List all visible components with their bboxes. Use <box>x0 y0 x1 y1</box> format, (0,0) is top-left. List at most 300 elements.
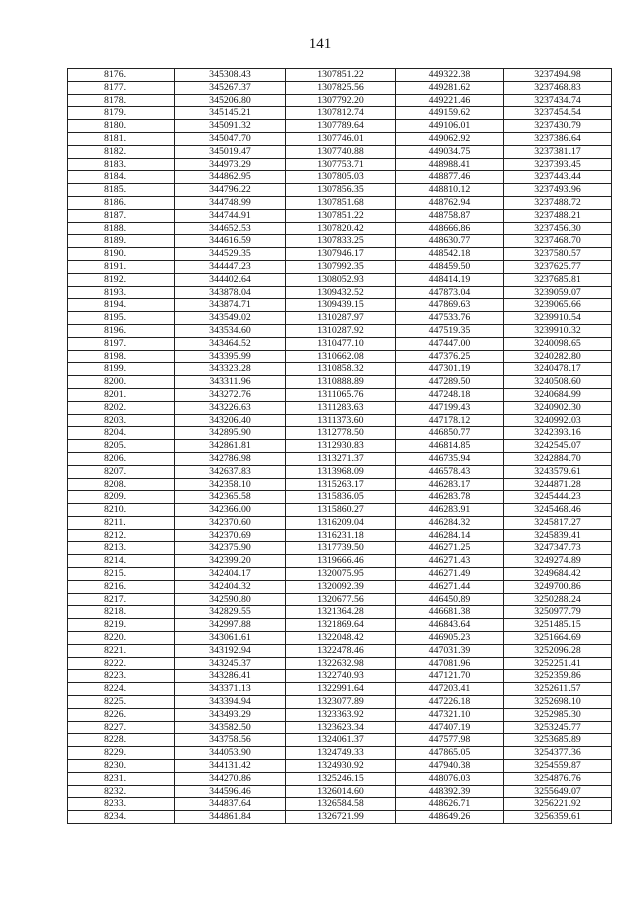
table-row <box>68 504 612 517</box>
y2-cell: 3245468.46 <box>504 504 612 517</box>
table-row <box>68 312 612 325</box>
x2-cell: 447519.35 <box>396 324 504 337</box>
x2-cell: 448810.12 <box>396 184 504 197</box>
x2-cell: 446578.43 <box>396 465 504 478</box>
point-number-cell: 8213. <box>68 542 175 555</box>
x1-cell: 343878.04 <box>175 286 286 299</box>
x1-cell: 344616.59 <box>175 235 286 248</box>
x1-cell: 342829.55 <box>175 606 286 619</box>
x1-cell: 344402.64 <box>175 273 286 286</box>
table-row <box>68 222 612 235</box>
x1-cell: 343758.56 <box>175 734 286 747</box>
point-number-cell: 8233. <box>68 798 175 811</box>
point-number-cell: 8226. <box>68 708 175 721</box>
table-row <box>68 324 612 337</box>
y2-cell: 3237580.57 <box>504 248 612 261</box>
x2-cell: 447447.00 <box>396 337 504 350</box>
x1-cell: 344837.64 <box>175 798 286 811</box>
point-number-cell: 8208. <box>68 478 175 491</box>
y1-cell: 1310888.89 <box>286 376 396 389</box>
point-number-cell: 8232. <box>68 785 175 798</box>
x1-cell: 343061.61 <box>175 632 286 645</box>
table-row <box>68 209 612 222</box>
y1-cell: 1322478.46 <box>286 644 396 657</box>
y2-cell: 3237685.81 <box>504 273 612 286</box>
x2-cell: 446283.78 <box>396 491 504 504</box>
y2-cell: 3249684.42 <box>504 568 612 581</box>
table-row <box>68 760 612 773</box>
x1-cell: 342366.00 <box>175 504 286 517</box>
point-number-cell: 8229. <box>68 747 175 760</box>
table-row <box>68 427 612 440</box>
x1-cell: 343394.94 <box>175 696 286 709</box>
x1-cell: 344053.90 <box>175 747 286 760</box>
y1-cell: 1326584.58 <box>286 798 396 811</box>
y1-cell: 1307851.22 <box>286 209 396 222</box>
y1-cell: 1324061.37 <box>286 734 396 747</box>
x2-cell: 448076.03 <box>396 772 504 785</box>
y2-cell: 3240508.60 <box>504 376 612 389</box>
y1-cell: 1308052.93 <box>286 273 396 286</box>
y2-cell: 3252698.10 <box>504 696 612 709</box>
y1-cell: 1307805.03 <box>286 171 396 184</box>
x1-cell: 342637.83 <box>175 465 286 478</box>
x2-cell: 446284.32 <box>396 516 504 529</box>
table-row <box>68 273 612 286</box>
table-row <box>68 683 612 696</box>
table-row <box>68 363 612 376</box>
y2-cell: 3240282.80 <box>504 350 612 363</box>
y2-cell: 3237468.83 <box>504 81 612 94</box>
table-row <box>68 248 612 261</box>
y2-cell: 3237494.98 <box>504 69 612 82</box>
point-number-cell: 8182. <box>68 145 175 158</box>
x2-cell: 449159.62 <box>396 107 504 120</box>
x1-cell: 344596.46 <box>175 785 286 798</box>
x2-cell: 448626.71 <box>396 798 504 811</box>
y1-cell: 1307825.56 <box>286 81 396 94</box>
x2-cell: 447226.18 <box>396 696 504 709</box>
point-number-cell: 8193. <box>68 286 175 299</box>
point-number-cell: 8184. <box>68 171 175 184</box>
point-number-cell: 8194. <box>68 299 175 312</box>
y2-cell: 3242545.07 <box>504 440 612 453</box>
point-number-cell: 8221. <box>68 644 175 657</box>
y2-cell: 3249274.89 <box>504 555 612 568</box>
y2-cell: 3252985.30 <box>504 708 612 721</box>
y1-cell: 1307746.01 <box>286 132 396 145</box>
point-number-cell: 8191. <box>68 260 175 273</box>
y2-cell: 3245444.23 <box>504 491 612 504</box>
point-number-cell: 8188. <box>68 222 175 235</box>
y2-cell: 3237393.45 <box>504 158 612 171</box>
point-number-cell: 8220. <box>68 632 175 645</box>
y2-cell: 3237430.79 <box>504 120 612 133</box>
x2-cell: 447577.98 <box>396 734 504 747</box>
y2-cell: 3252096.28 <box>504 644 612 657</box>
y1-cell: 1315263.17 <box>286 478 396 491</box>
y2-cell: 3242884.70 <box>504 452 612 465</box>
x2-cell: 449322.38 <box>396 69 504 82</box>
x1-cell: 342370.69 <box>175 529 286 542</box>
y2-cell: 3256359.61 <box>504 811 612 824</box>
y1-cell: 1323077.89 <box>286 696 396 709</box>
y2-cell: 3244871.28 <box>504 478 612 491</box>
x2-cell: 447407.19 <box>396 721 504 734</box>
y2-cell: 3237434.74 <box>504 94 612 107</box>
x1-cell: 345308.43 <box>175 69 286 82</box>
x2-cell: 448649.26 <box>396 811 504 824</box>
y2-cell: 3252251.41 <box>504 657 612 670</box>
x1-cell: 342399.20 <box>175 555 286 568</box>
x1-cell: 343226.63 <box>175 401 286 414</box>
y2-cell: 3239065.66 <box>504 299 612 312</box>
x1-cell: 343874.71 <box>175 299 286 312</box>
point-number-cell: 8207. <box>68 465 175 478</box>
y1-cell: 1310662.08 <box>286 350 396 363</box>
point-number-cell: 8209. <box>68 491 175 504</box>
table-row <box>68 785 612 798</box>
y2-cell: 3252611.57 <box>504 683 612 696</box>
y1-cell: 1320075.95 <box>286 568 396 581</box>
table-row <box>68 516 612 529</box>
point-number-cell: 8179. <box>68 107 175 120</box>
y1-cell: 1312778.50 <box>286 427 396 440</box>
table-row <box>68 644 612 657</box>
coordinates-table-body <box>68 69 612 824</box>
y1-cell: 1311373.60 <box>286 414 396 427</box>
table-row <box>68 440 612 453</box>
y2-cell: 3254876.76 <box>504 772 612 785</box>
y1-cell: 1307740.88 <box>286 145 396 158</box>
x1-cell: 343286.41 <box>175 670 286 683</box>
x1-cell: 345019.47 <box>175 145 286 158</box>
point-number-cell: 8210. <box>68 504 175 517</box>
table-row <box>68 555 612 568</box>
y2-cell: 3252359.86 <box>504 670 612 683</box>
x1-cell: 344748.99 <box>175 196 286 209</box>
y1-cell: 1307992.35 <box>286 260 396 273</box>
table-row <box>68 350 612 363</box>
table-row <box>68 132 612 145</box>
x2-cell: 446681.38 <box>396 606 504 619</box>
x1-cell: 343192.94 <box>175 644 286 657</box>
point-number-cell: 8178. <box>68 94 175 107</box>
table-row <box>68 632 612 645</box>
x2-cell: 447301.19 <box>396 363 504 376</box>
x2-cell: 447289.50 <box>396 376 504 389</box>
x1-cell: 344652.53 <box>175 222 286 235</box>
table-row <box>68 235 612 248</box>
y1-cell: 1325246.15 <box>286 772 396 785</box>
x1-cell: 343493.29 <box>175 708 286 721</box>
x1-cell: 344270.86 <box>175 772 286 785</box>
x1-cell: 343311.96 <box>175 376 286 389</box>
y2-cell: 3251664.69 <box>504 632 612 645</box>
point-number-cell: 8177. <box>68 81 175 94</box>
x1-cell: 345047.70 <box>175 132 286 145</box>
y1-cell: 1310287.97 <box>286 312 396 325</box>
table-row <box>68 593 612 606</box>
x1-cell: 345206.80 <box>175 94 286 107</box>
x2-cell: 447869.63 <box>396 299 504 312</box>
y1-cell: 1310858.32 <box>286 363 396 376</box>
y2-cell: 3255649.07 <box>504 785 612 798</box>
y2-cell: 3239059.07 <box>504 286 612 299</box>
table-row <box>68 670 612 683</box>
y1-cell: 1321364.28 <box>286 606 396 619</box>
y2-cell: 3237454.54 <box>504 107 612 120</box>
table-row <box>68 529 612 542</box>
point-number-cell: 8176. <box>68 69 175 82</box>
point-number-cell: 8199. <box>68 363 175 376</box>
x2-cell: 447940.38 <box>396 760 504 773</box>
x2-cell: 448762.94 <box>396 196 504 209</box>
y1-cell: 1307820.42 <box>286 222 396 235</box>
y1-cell: 1317739.50 <box>286 542 396 555</box>
y2-cell: 3240902.30 <box>504 401 612 414</box>
x1-cell: 344447.23 <box>175 260 286 273</box>
x1-cell: 344861.84 <box>175 811 286 824</box>
point-number-cell: 8215. <box>68 568 175 581</box>
y1-cell: 1313968.09 <box>286 465 396 478</box>
table-row <box>68 772 612 785</box>
table-row <box>68 388 612 401</box>
x1-cell: 344796.22 <box>175 184 286 197</box>
y1-cell: 1321869.64 <box>286 619 396 632</box>
point-number-cell: 8189. <box>68 235 175 248</box>
x1-cell: 344862.95 <box>175 171 286 184</box>
x2-cell: 446814.85 <box>396 440 504 453</box>
point-number-cell: 8181. <box>68 132 175 145</box>
y1-cell: 1307946.17 <box>286 248 396 261</box>
y1-cell: 1307851.22 <box>286 69 396 82</box>
point-number-cell: 8214. <box>68 555 175 568</box>
y2-cell: 3253685.89 <box>504 734 612 747</box>
table-row <box>68 491 612 504</box>
y2-cell: 3245839.41 <box>504 529 612 542</box>
x2-cell: 448459.50 <box>396 260 504 273</box>
y1-cell: 1324930.92 <box>286 760 396 773</box>
x1-cell: 343371.13 <box>175 683 286 696</box>
point-number-cell: 8195. <box>68 312 175 325</box>
x2-cell: 447248.18 <box>396 388 504 401</box>
x2-cell: 446843.64 <box>396 619 504 632</box>
table-row <box>68 542 612 555</box>
table-row <box>68 734 612 747</box>
point-number-cell: 8185. <box>68 184 175 197</box>
table-row <box>68 580 612 593</box>
y1-cell: 1324749.33 <box>286 747 396 760</box>
point-number-cell: 8186. <box>68 196 175 209</box>
x2-cell: 447203.41 <box>396 683 504 696</box>
point-number-cell: 8212. <box>68 529 175 542</box>
y1-cell: 1307789.64 <box>286 120 396 133</box>
x2-cell: 446271.25 <box>396 542 504 555</box>
y2-cell: 3237456.30 <box>504 222 612 235</box>
x1-cell: 342786.98 <box>175 452 286 465</box>
point-number-cell: 8223. <box>68 670 175 683</box>
table-row <box>68 696 612 709</box>
table-row <box>68 811 612 824</box>
x2-cell: 447081.96 <box>396 657 504 670</box>
y1-cell: 1307856.35 <box>286 184 396 197</box>
point-number-cell: 8197. <box>68 337 175 350</box>
x1-cell: 342997.88 <box>175 619 286 632</box>
x1-cell: 344744.91 <box>175 209 286 222</box>
x2-cell: 447865.05 <box>396 747 504 760</box>
x1-cell: 343534.60 <box>175 324 286 337</box>
point-number-cell: 8222. <box>68 657 175 670</box>
y1-cell: 1326721.99 <box>286 811 396 824</box>
x2-cell: 449062.92 <box>396 132 504 145</box>
y1-cell: 1311283.63 <box>286 401 396 414</box>
x2-cell: 446283.17 <box>396 478 504 491</box>
table-row <box>68 145 612 158</box>
point-number-cell: 8224. <box>68 683 175 696</box>
x2-cell: 448758.87 <box>396 209 504 222</box>
x1-cell: 344131.42 <box>175 760 286 773</box>
y2-cell: 3240478.17 <box>504 363 612 376</box>
point-number-cell: 8205. <box>68 440 175 453</box>
y1-cell: 1319666.46 <box>286 555 396 568</box>
y1-cell: 1316231.18 <box>286 529 396 542</box>
table-row <box>68 94 612 107</box>
y1-cell: 1316209.04 <box>286 516 396 529</box>
page-number: 141 <box>308 36 332 52</box>
x2-cell: 449034.75 <box>396 145 504 158</box>
x2-cell: 447121.70 <box>396 670 504 683</box>
y2-cell: 3251485.15 <box>504 619 612 632</box>
table-row <box>68 478 612 491</box>
table-row <box>68 184 612 197</box>
y2-cell: 3237488.72 <box>504 196 612 209</box>
x2-cell: 446735.94 <box>396 452 504 465</box>
point-number-cell: 8231. <box>68 772 175 785</box>
y1-cell: 1326014.60 <box>286 785 396 798</box>
y1-cell: 1307792.20 <box>286 94 396 107</box>
y1-cell: 1311065.76 <box>286 388 396 401</box>
table-row <box>68 299 612 312</box>
table-row <box>68 196 612 209</box>
table-row <box>68 721 612 734</box>
x2-cell: 446283.91 <box>396 504 504 517</box>
y1-cell: 1309439.15 <box>286 299 396 312</box>
point-number-cell: 8217. <box>68 593 175 606</box>
x1-cell: 343395.99 <box>175 350 286 363</box>
x1-cell: 343206.40 <box>175 414 286 427</box>
x2-cell: 446271.49 <box>396 568 504 581</box>
x1-cell: 343464.52 <box>175 337 286 350</box>
x1-cell: 345145.21 <box>175 107 286 120</box>
x1-cell: 343272.76 <box>175 388 286 401</box>
y1-cell: 1315860.27 <box>286 504 396 517</box>
y1-cell: 1307753.71 <box>286 158 396 171</box>
y1-cell: 1307812.74 <box>286 107 396 120</box>
y2-cell: 3250977.79 <box>504 606 612 619</box>
x1-cell: 345091.32 <box>175 120 286 133</box>
point-number-cell: 8198. <box>68 350 175 363</box>
table-row <box>68 708 612 721</box>
y2-cell: 3239910.32 <box>504 324 612 337</box>
table-row <box>68 401 612 414</box>
y2-cell: 3237443.44 <box>504 171 612 184</box>
table-row <box>68 376 612 389</box>
y2-cell: 3242393.16 <box>504 427 612 440</box>
y1-cell: 1310477.10 <box>286 337 396 350</box>
point-number-cell: 8180. <box>68 120 175 133</box>
x2-cell: 447376.25 <box>396 350 504 363</box>
x2-cell: 449106.01 <box>396 120 504 133</box>
point-number-cell: 8219. <box>68 619 175 632</box>
y2-cell: 3256221.92 <box>504 798 612 811</box>
y1-cell: 1312930.83 <box>286 440 396 453</box>
point-number-cell: 8201. <box>68 388 175 401</box>
x2-cell: 448392.39 <box>396 785 504 798</box>
point-number-cell: 8196. <box>68 324 175 337</box>
x2-cell: 446271.44 <box>396 580 504 593</box>
y2-cell: 3237493.96 <box>504 184 612 197</box>
table-row <box>68 158 612 171</box>
point-number-cell: 8211. <box>68 516 175 529</box>
x2-cell: 447533.76 <box>396 312 504 325</box>
x2-cell: 447873.04 <box>396 286 504 299</box>
table-row <box>68 171 612 184</box>
point-number-cell: 8187. <box>68 209 175 222</box>
x1-cell: 342404.32 <box>175 580 286 593</box>
point-number-cell: 8203. <box>68 414 175 427</box>
point-number-cell: 8228. <box>68 734 175 747</box>
point-number-cell: 8192. <box>68 273 175 286</box>
y2-cell: 3239910.54 <box>504 312 612 325</box>
x1-cell: 343245.37 <box>175 657 286 670</box>
y1-cell: 1320677.56 <box>286 593 396 606</box>
x1-cell: 344529.35 <box>175 248 286 261</box>
y2-cell: 3240098.65 <box>504 337 612 350</box>
table-row <box>68 568 612 581</box>
x1-cell: 342861.81 <box>175 440 286 453</box>
x1-cell: 342375.90 <box>175 542 286 555</box>
y1-cell: 1322048.42 <box>286 632 396 645</box>
point-number-cell: 8183. <box>68 158 175 171</box>
point-number-cell: 8234. <box>68 811 175 824</box>
x1-cell: 342404.17 <box>175 568 286 581</box>
y2-cell: 3237468.70 <box>504 235 612 248</box>
x1-cell: 342365.58 <box>175 491 286 504</box>
table-row <box>68 657 612 670</box>
table-row <box>68 260 612 273</box>
table-row <box>68 798 612 811</box>
x2-cell: 447199.43 <box>396 401 504 414</box>
coordinates-table <box>67 68 612 824</box>
table-row <box>68 747 612 760</box>
x2-cell: 448666.86 <box>396 222 504 235</box>
point-number-cell: 8200. <box>68 376 175 389</box>
y1-cell: 1322740.93 <box>286 670 396 683</box>
x2-cell: 448630.77 <box>396 235 504 248</box>
y1-cell: 1322991.64 <box>286 683 396 696</box>
table-row <box>68 69 612 82</box>
x1-cell: 343549.02 <box>175 312 286 325</box>
x2-cell: 448542.18 <box>396 248 504 261</box>
table-row <box>68 107 612 120</box>
table-row <box>68 337 612 350</box>
x1-cell: 344973.29 <box>175 158 286 171</box>
y2-cell: 3254377.36 <box>504 747 612 760</box>
x2-cell: 448988.41 <box>396 158 504 171</box>
point-number-cell: 8225. <box>68 696 175 709</box>
x2-cell: 446850.77 <box>396 427 504 440</box>
